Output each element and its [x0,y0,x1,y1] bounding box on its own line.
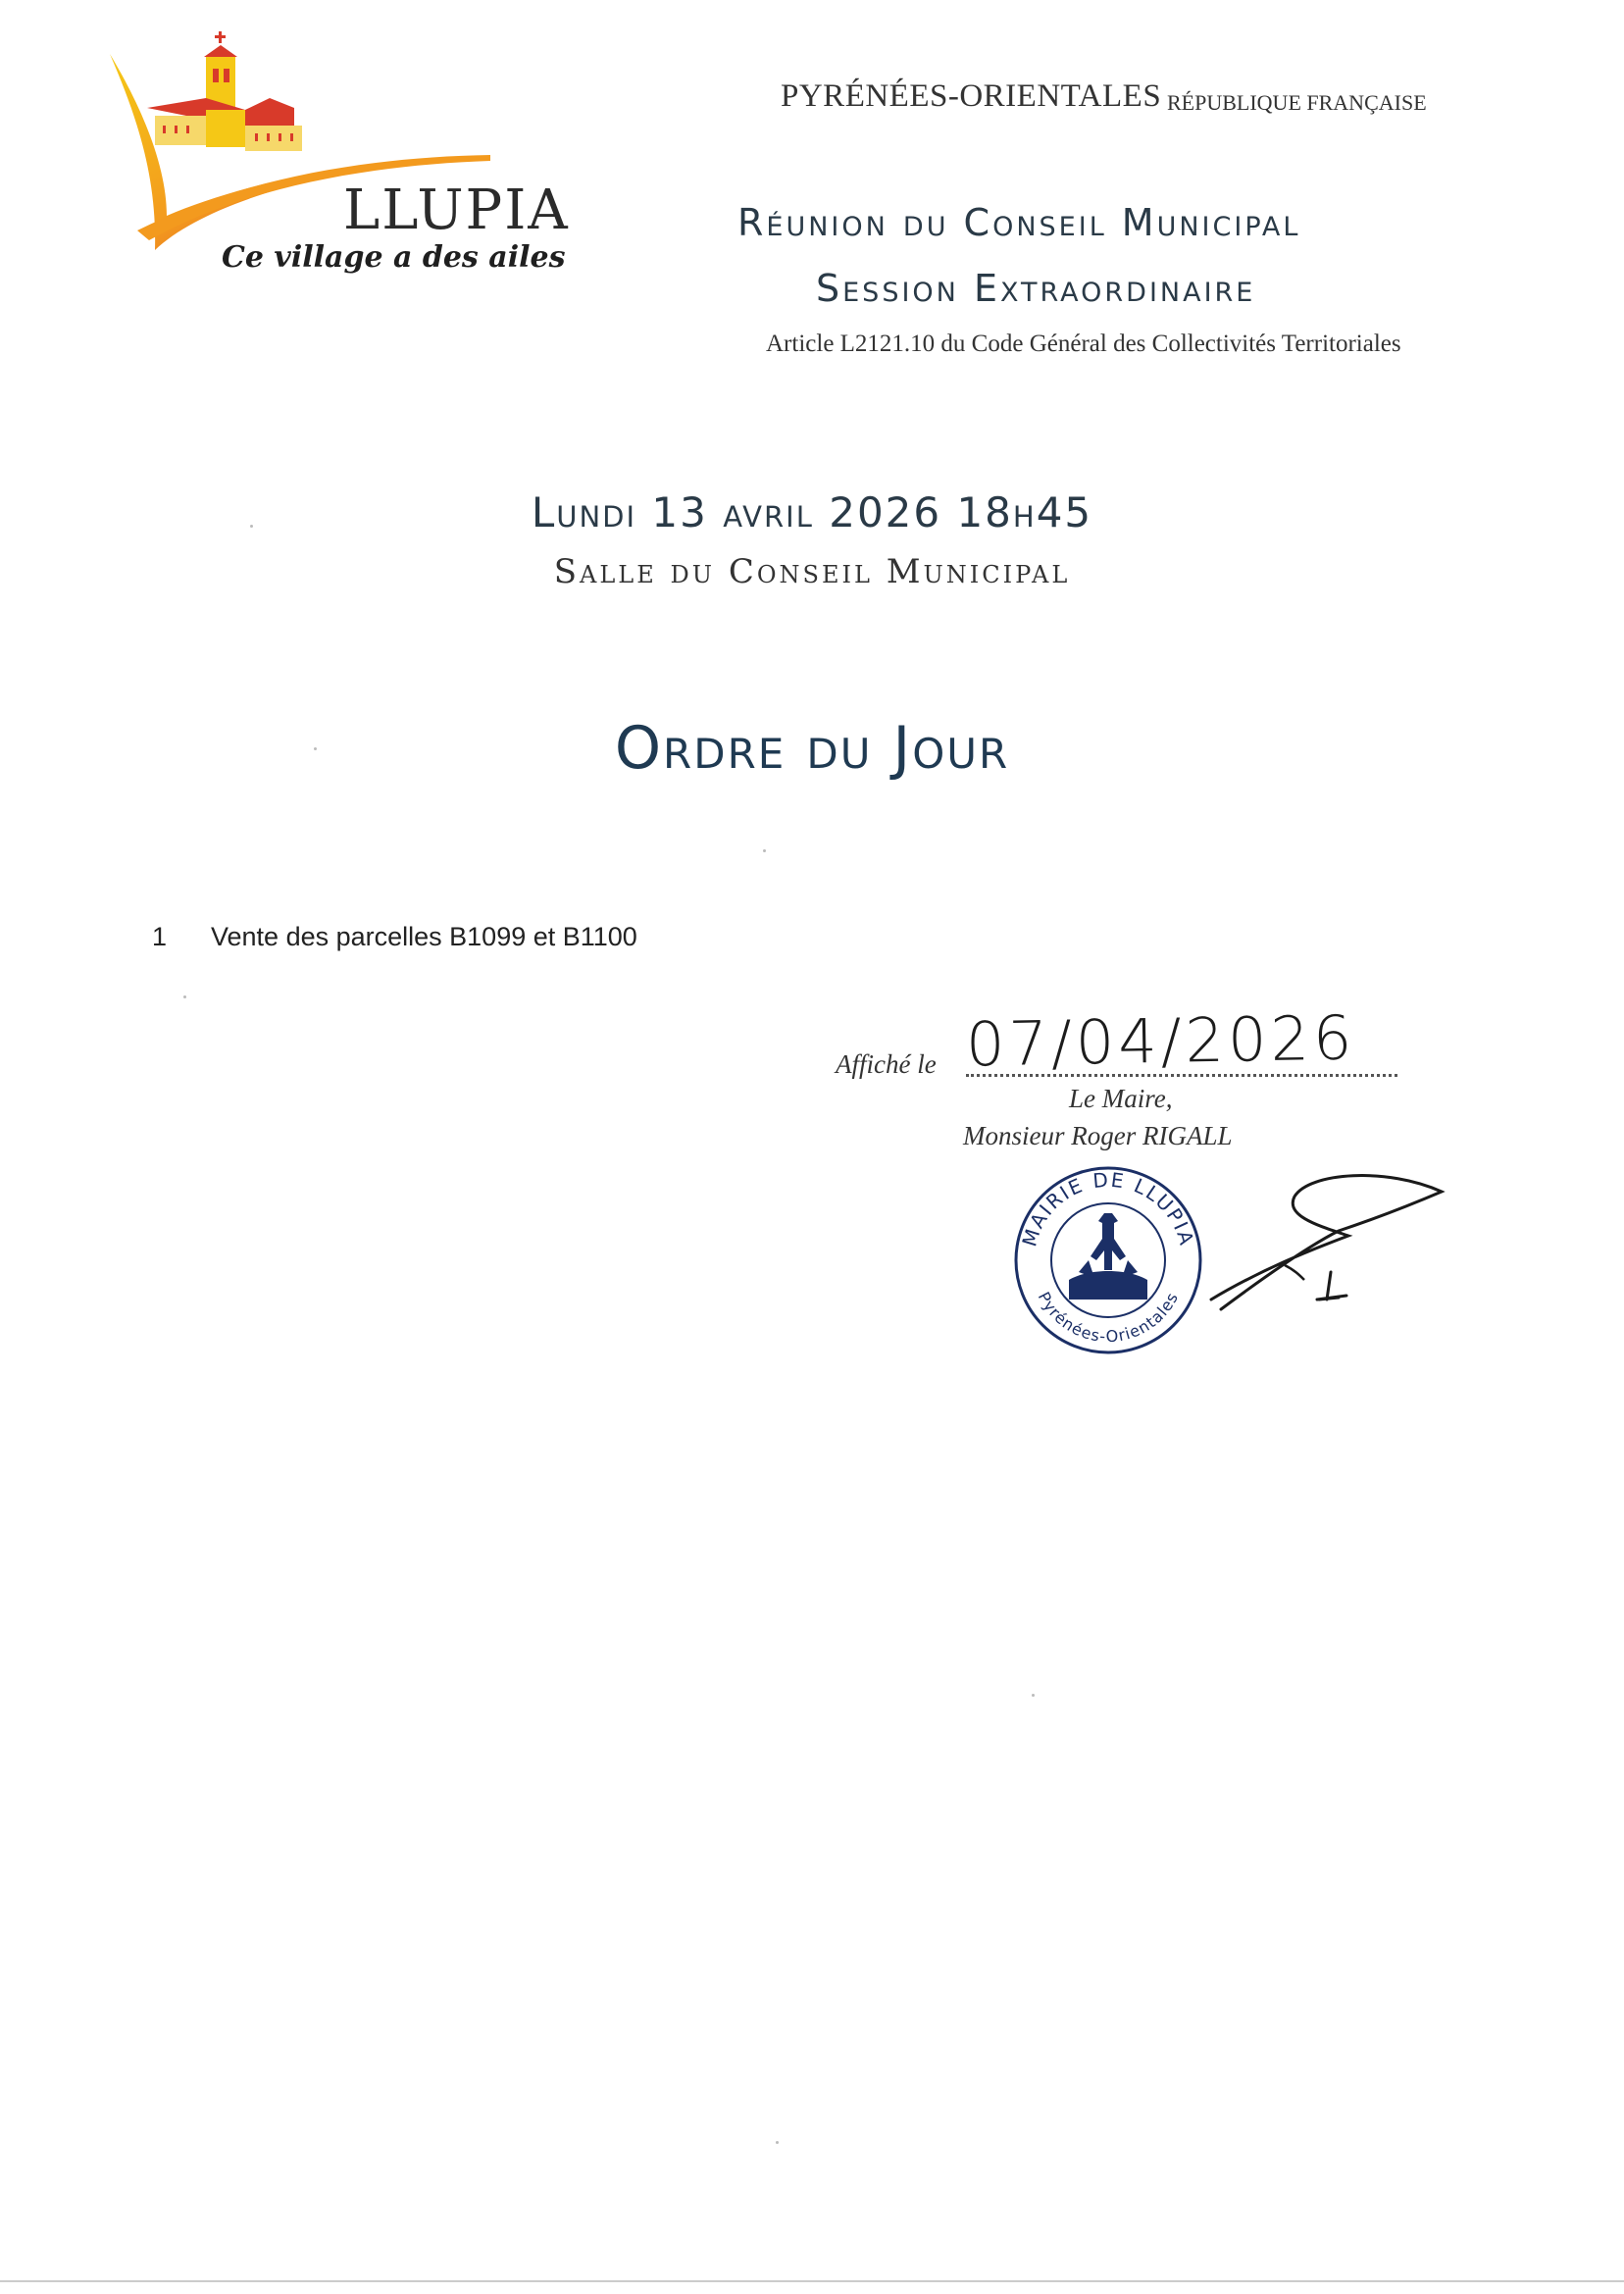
scan-speck [1032,1694,1035,1697]
session-title: Session Extraordinaire [816,267,1256,310]
mayor-signature [1201,1162,1456,1319]
legal-article-reference: Article L2121.10 du Code Général des Collectivités Territoriales [766,331,1401,357]
mayor-role: Le Maire, [1069,1084,1173,1113]
agenda-item-text: Vente des parcelles B1099 et B1100 [211,922,637,951]
scan-speck [314,747,317,750]
meeting-date: Lundi 13 avril 2026 18h45 [531,488,1093,536]
scan-speck [183,995,186,998]
department-name: PYRÉNÉES-ORIENTALES [781,78,1162,114]
posted-date-handwritten: 07/04/2026 [965,1001,1356,1081]
republic-label: RÉPUBLIQUE FRANÇAISE [1167,90,1427,115]
meeting-place: Salle du Conseil Municipal [553,552,1071,591]
stamp-bottom-text: Pyrénées-Orientales [1034,1289,1183,1347]
agenda-item-number: 1 [152,922,168,951]
town-hall-stamp [1010,1162,1206,1358]
posted-label: Affiché le [836,1049,937,1079]
meeting-title: Réunion du Conseil Municipal [737,201,1301,244]
page-bottom-edge [0,2280,1624,2282]
agenda-item [152,922,637,952]
logo-slogan: Ce village a des ailes [222,240,566,275]
agenda-title: Ordre du Jour [614,714,1010,783]
scan-speck [776,2141,779,2144]
mayor-name: Monsieur Roger RIGALL [963,1121,1233,1150]
logo-title: LLUPIA [343,178,570,242]
scan-speck [763,849,766,852]
scan-speck [250,525,253,528]
agenda-list [152,922,637,968]
stamp-top-text: MAIRIE DE LLUPIA [1017,1167,1199,1249]
